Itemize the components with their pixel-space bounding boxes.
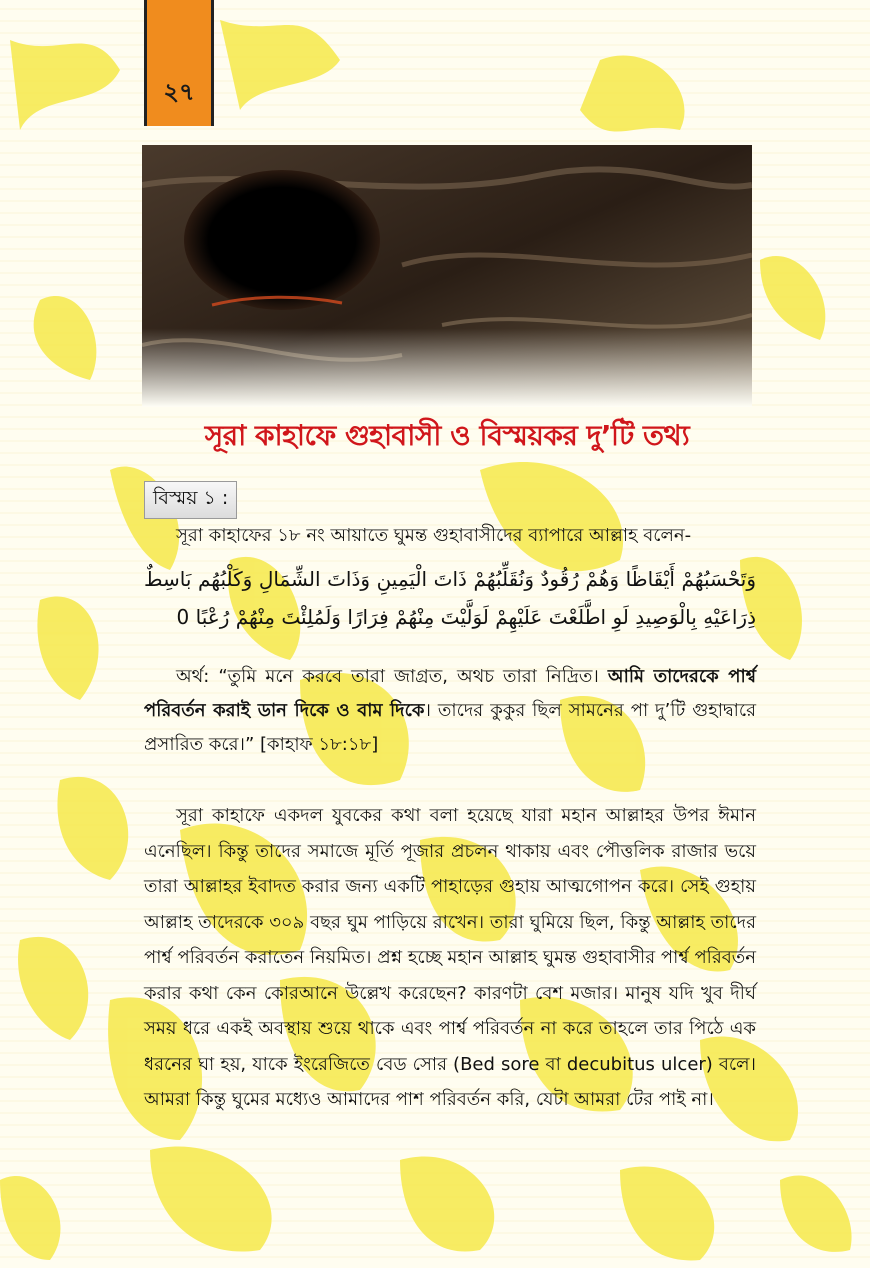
- meaning-text-a: অর্থ: “তুমি মনে করবে তারা জাগ্রত, অথচ তারা নিদ্রিত।: [176, 666, 608, 687]
- page-number-tab: [144, 0, 214, 126]
- page-title: সূরা কাহাফে গুহাবাসী ও বিস্ময়কর দু’টি তথ্য: [204, 419, 690, 452]
- verse-intro: সূরা কাহাফের ১৮ নং আয়াতে ঘুমন্ত গুহাবাসীদের ব্যাপারে আল্লাহ বলেন-: [176, 525, 692, 546]
- arabic-verse: وَتَحْسَبُهُمْ أَيْقَاظًا وَهُمْ رُقُودٌ وَنُقَلِّبُهُمْ ذَاتَ الْيَمِينِ وَذَاتَ الشِّمَالِ وَكَلْبُهُم بَاسِطٌ ذِرَاعَيْهِ بِالْوَصِيدِ لَوِ اطَّلَعْتَ عَلَيْهِمْ لَوَلَّيْتَ مِنْهُمْ فِرَارًا وَلَمُلِئْتَ مِنْهُمْ رُعْبًا 0: [144, 567, 756, 629]
- page-number: ২৭: [163, 78, 195, 106]
- meaning-text-bold: আমি তাদেরকে পার্শ্ব পরিবর্তন করাই ডান দিকে ও বাম দিকে: [144, 666, 756, 721]
- body-paragraph: সূরা কাহাফে একদল যুবকের কথা বলা হয়েছে যারা মহান আল্লাহর উপর ঈমান এনেছিল। কিন্তু তাদের সমাজে মূর্তি পূজার প্রচলন থাকায় এবং পৌত্তলিক রাজার ভয়ে তারা আল্লাহর ইবাদত করার জন্য একটি পাহাড়ের গুহায় আত্মগোপন করে। সেই গুহায় আল্লাহ তাদেরকে ৩০৯ বছর ঘুম পাড়িয়ে রাখেন। তারা ঘুমিয়ে ছিল, কিন্তু আল্লাহ তাদের পার্শ্ব পরিবর্তন করাতেন নিয়মিত। প্রশ্ন হচ্ছে মহান আল্লাহ ঘুমন্ত গুহাবাসীর পার্শ্ব পরিবর্তন করার কথা কেন কোরআনে উল্লেখ করেছেন? কারণটা বেশ মজার। মানুষ যদি খুব দীর্ঘ সময় ধরে একই অবস্থায় শুয়ে থাকে এবং পার্শ্ব পরিবর্তন না করে তাহলে তার পিঠে এক ধরনের ঘা হয়, যাকে ইংরেজিতে বেড সোর (Bed sore বা decubitus ulcer) বলে। আমরা কিন্তু ঘুমের মধ্যেও আমাদের পাশ পরিবর্তন করি, যেটা আমরা টের পাই না।: [144, 805, 756, 1110]
- verse-meaning: [144, 660, 756, 762]
- meaning-text-b: । তাদের কুকুর ছিল সামনের পা দু’টি গুহাদ্বারে প্রসারিত করে।” [কাহাফ ১৮:১৮]: [144, 700, 756, 755]
- wonder-1-label: বিস্ময় ১ :: [144, 481, 237, 519]
- cave-photo: [142, 145, 752, 407]
